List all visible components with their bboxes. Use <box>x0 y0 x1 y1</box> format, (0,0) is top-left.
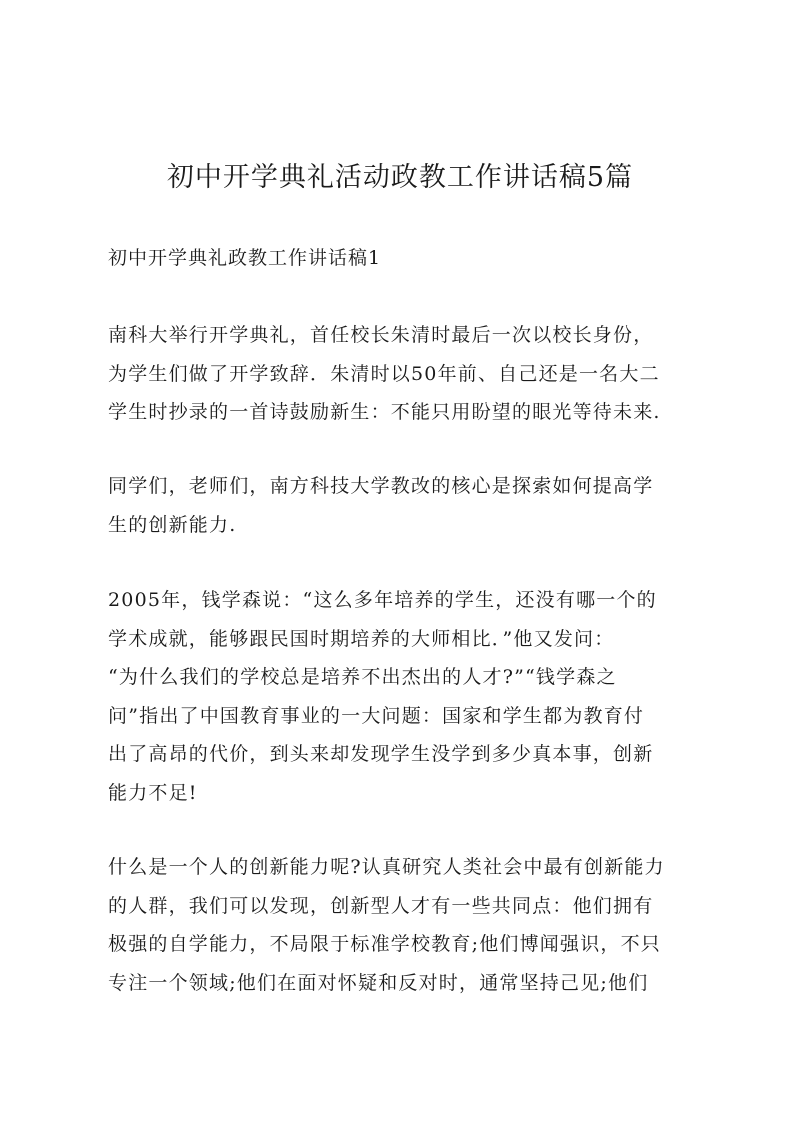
paragraph-2 <box>108 467 708 544</box>
paragraph-line: 同学们，老师们，南方科技大学教改的核心是探索如何提高学 <box>108 475 654 497</box>
paragraph-line: 学生时抄录的一首诗鼓励新生：不能只用盼望的眼光等待未来. <box>108 401 661 423</box>
paragraph-line: 的人群，我们可以发现，创新型人才有一些共同点：他们拥有 <box>108 894 654 917</box>
paragraph-line: 什么是一个人的创新能力呢?认真研究人类社会中最有创新能力 <box>108 856 665 878</box>
paragraph-line: 出了高昂的代价，到头来却发现学生没学到多少真本事，创新 <box>108 743 654 765</box>
paragraph-line: 极强的自学能力，不局限于标准学校教育;他们博闻强识，不只 <box>108 933 662 955</box>
paragraph-line: 为学生们做了开学致辞．朱清时以50年前、自己还是一名大二 <box>108 362 660 385</box>
paragraph-line: 生的创新能力. <box>108 513 237 536</box>
paragraph-line: 学术成就，能够跟民国时期培养的大师相比．”他又发问： <box>108 627 615 650</box>
paragraph-line: 能力不足! <box>108 781 198 804</box>
section-heading: 初中开学典礼政教工作讲话稿1 <box>108 247 382 269</box>
paragraph-4 <box>108 848 708 1002</box>
paragraph-line: 问”指出了中国教育事业的一大问题：国家和学生都为教育付 <box>108 704 645 727</box>
paragraph-3 <box>108 581 708 812</box>
paragraph-1 <box>108 316 708 432</box>
document-title: 初中开学典礼活动政教工作讲话稿5篇 <box>166 162 634 193</box>
paragraph-line: “为什么我们的学校总是培养不出杰出的人才?”“钱学森之 <box>108 666 617 688</box>
paragraph-line: 南科大举行开学典礼，首任校长朱清时最后一次以校长身份， <box>108 324 654 346</box>
paragraph-line: 专注一个领域;他们在面对怀疑和反对时，通常坚持己见;他们 <box>108 971 649 994</box>
paragraph-line: 2005年，钱学森说：“这么多年培养的学生，还没有哪一个的 <box>108 589 657 611</box>
